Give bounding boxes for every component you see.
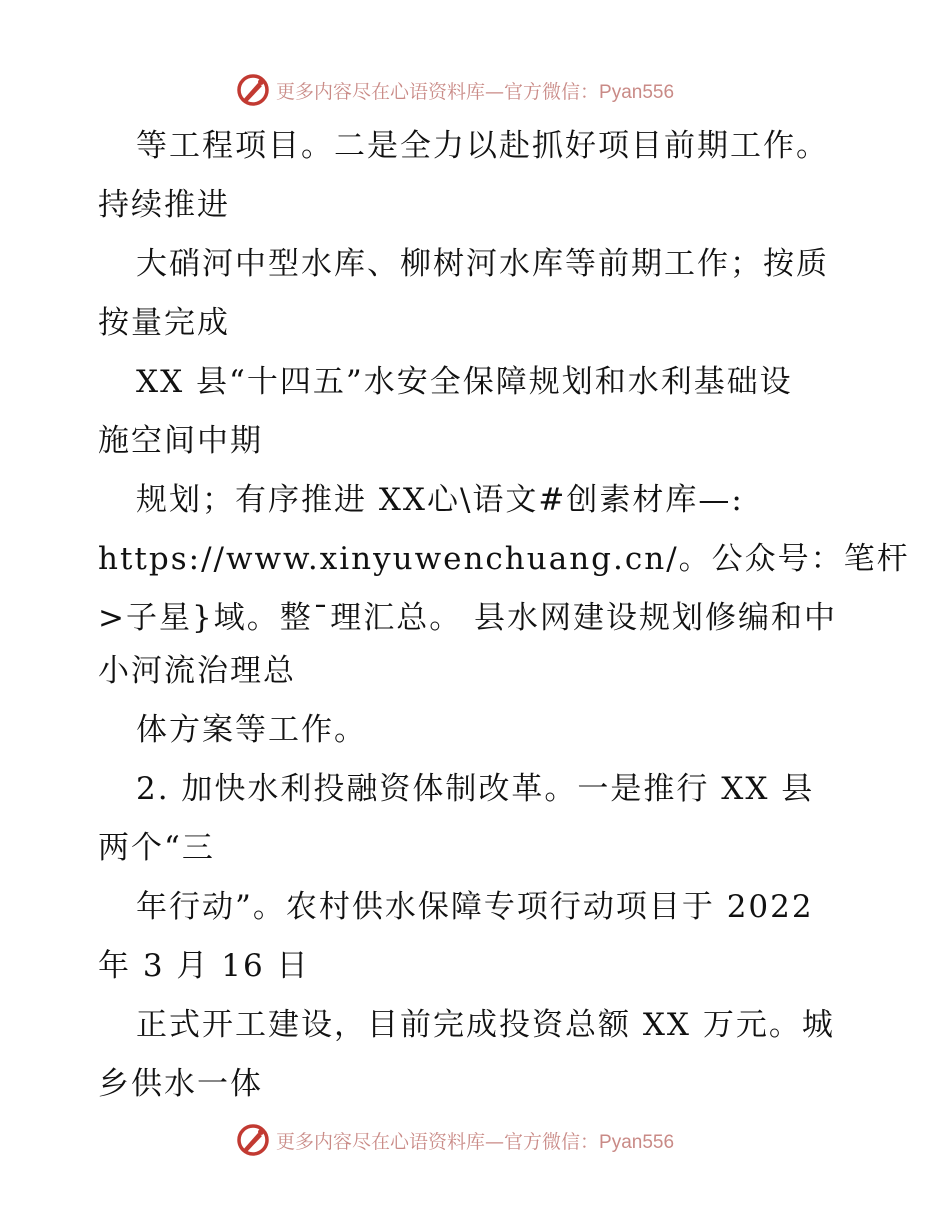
- pen-logo-icon: [236, 1123, 270, 1157]
- text-line: 等工程项目。二是全力以赴抓好项目前期工作。: [136, 128, 829, 164]
- text-line: 规划；有序推进 XX心\语文#创素材库—:: [136, 482, 744, 518]
- text-line: 正式开工建设，目前完成投资总额 XX 万元。城: [136, 1007, 835, 1043]
- text-line: 2. 加快水利投融资体制改革。一是推行 XX 县: [136, 771, 815, 807]
- text-line: 乡供水一体: [98, 1066, 263, 1102]
- text-line: 两个“三: [98, 830, 215, 866]
- text-line: XX 县“十四五”水安全保障规划和水利基础设: [136, 364, 793, 400]
- watermark-text: 更多内容尽在心语资料库—官方微信：Pyan556: [276, 1130, 675, 1153]
- text-line: 施空间中期: [98, 423, 263, 459]
- text-line: 年 3 月 16 日: [98, 948, 310, 984]
- text-line: >子星}域。整¯理汇总。 县水网建设规划修编和中: [98, 600, 838, 636]
- text-line: https://www.xinyuwenchuang.cn/。公众号：笔杆: [98, 541, 910, 577]
- footer-watermark: [236, 1120, 674, 1160]
- text-line: 大硝河中型水库、柳树河水库等前期工作；按质: [136, 246, 829, 282]
- header-watermark: [236, 70, 674, 110]
- text-line: 小河流治理总: [98, 653, 296, 689]
- text-line: 持续推进: [98, 187, 230, 223]
- watermark-text: 更多内容尽在心语资料库—官方微信：Pyan556: [276, 80, 675, 103]
- text-line: 年行动”。农村供水保障专项行动项目于 2022: [136, 889, 814, 925]
- pen-logo-icon: [236, 73, 270, 107]
- text-line: 按量完成: [98, 305, 230, 341]
- text-line: 体方案等工作。: [136, 712, 367, 748]
